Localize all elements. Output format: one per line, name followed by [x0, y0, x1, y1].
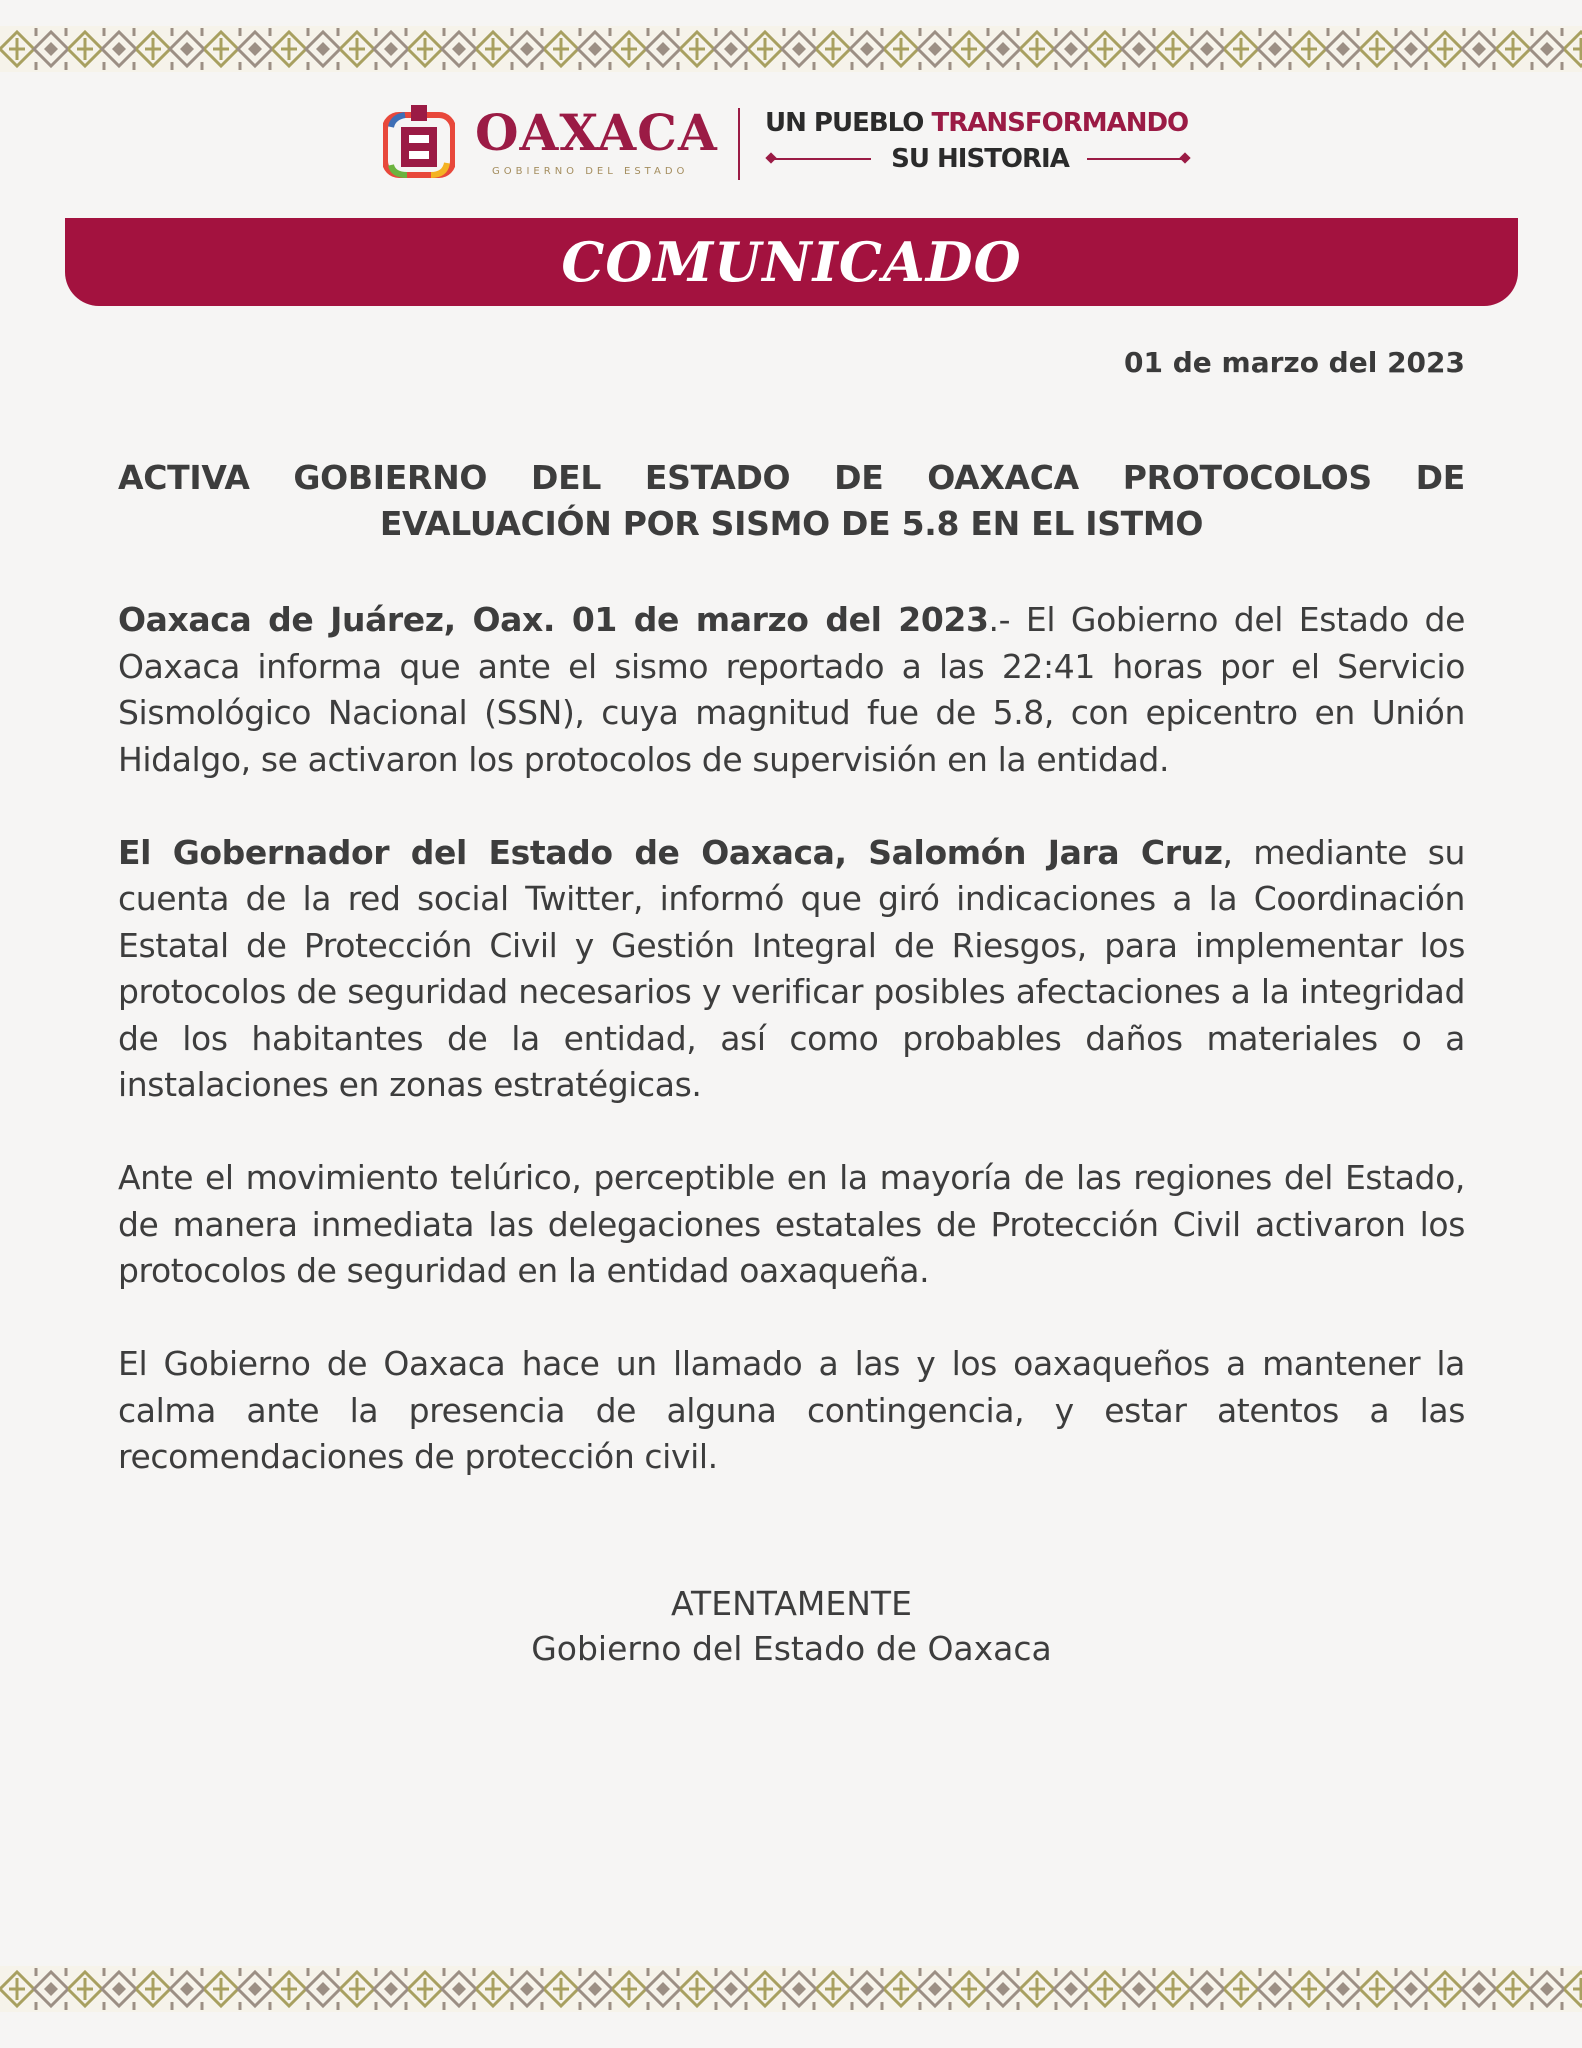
paragraph-text: .- El Gobierno del Estado de Oaxaca informa que ante el sismo reportado a las 22:41 horas por el Servicio Sismológico Nacional (SSN), cuya magnitud fue de 5.8, con epicentro en Unión Hidalgo, se activaron los protocolos de supervisión en la entidad. — [118, 600, 1465, 779]
decorative-border-top — [0, 26, 1582, 72]
slogan-rule — [1087, 158, 1185, 160]
slogan-rule — [773, 158, 871, 160]
logo-divider — [738, 108, 740, 180]
logo-subtitle: GOBIERNO DEL ESTADO — [492, 166, 689, 177]
decorative-border-bottom — [0, 1966, 1582, 2012]
document-content — [118, 455, 1465, 1671]
diamond-icon — [1179, 152, 1190, 163]
slogan-part2: TRANSFORMANDO — [931, 108, 1189, 138]
document-date: 01 de marzo del 2023 — [1124, 346, 1465, 379]
signature-issuer: Gobierno del Estado de Oaxaca — [531, 1628, 1052, 1668]
paragraph — [118, 1341, 1465, 1481]
paragraph-text: , mediante su cuenta de la red social Twitter, informó que giró indicaciones a la Coordinación Estatal de Protección Civil y Gestión Integral de Riesgos, para implementar los protocolos de seguridad necesarios y verificar posibles afectaciones a la integridad de los habitantes de la entidad, así como probables daños materiales o a instalaciones en zonas estratégicas. — [118, 832, 1465, 1104]
banner-label: COMUNICADO — [561, 230, 1022, 294]
paragraph-lead: Oaxaca de Juárez, Oax. 01 de marzo del 2023 — [118, 600, 989, 639]
paragraph — [118, 597, 1465, 783]
comunicado-banner — [65, 218, 1518, 306]
signature-closing: ATENTAMENTE — [671, 1583, 912, 1623]
oaxaca-emblem-icon — [383, 105, 455, 181]
slogan-part1: UN PUEBLO — [765, 108, 932, 138]
slogan-line2 — [765, 144, 1195, 174]
paragraph — [118, 830, 1465, 1109]
slogan-text: SU HISTORIA — [891, 144, 1069, 174]
paragraph-lead: El Gobernador del Estado de Oaxaca, Salomón Jara Cruz — [118, 832, 1223, 872]
paragraph-text: Ante el movimiento telúrico, perceptible en la mayoría de las regiones del Estado, de manera inmediata las delegaciones estatales de Protección Civil activaron los protocolos de seguridad en la entidad oaxaqueña. — [118, 1158, 1465, 1290]
logo-name: OAXACA — [475, 103, 718, 162]
signature — [118, 1581, 1465, 1671]
document-body — [118, 597, 1465, 1481]
slogan-line1 — [765, 108, 1188, 138]
paragraph — [118, 1155, 1465, 1295]
paragraph-text: El Gobierno de Oaxaca hace un llamado a las y los oaxaqueños a mantener la calma ante la presencia de alguna contingencia, y estar atentos a las recomendaciones de protección civil. — [118, 1344, 1465, 1476]
document-title: ACTIVA GOBIERNO DEL ESTADO DE OAXACA PROTOCOLOS DE EVALUACIÓN POR SISMO DE 5.8 EN EL ISTMO — [118, 458, 1465, 543]
header-logo — [380, 100, 1210, 190]
